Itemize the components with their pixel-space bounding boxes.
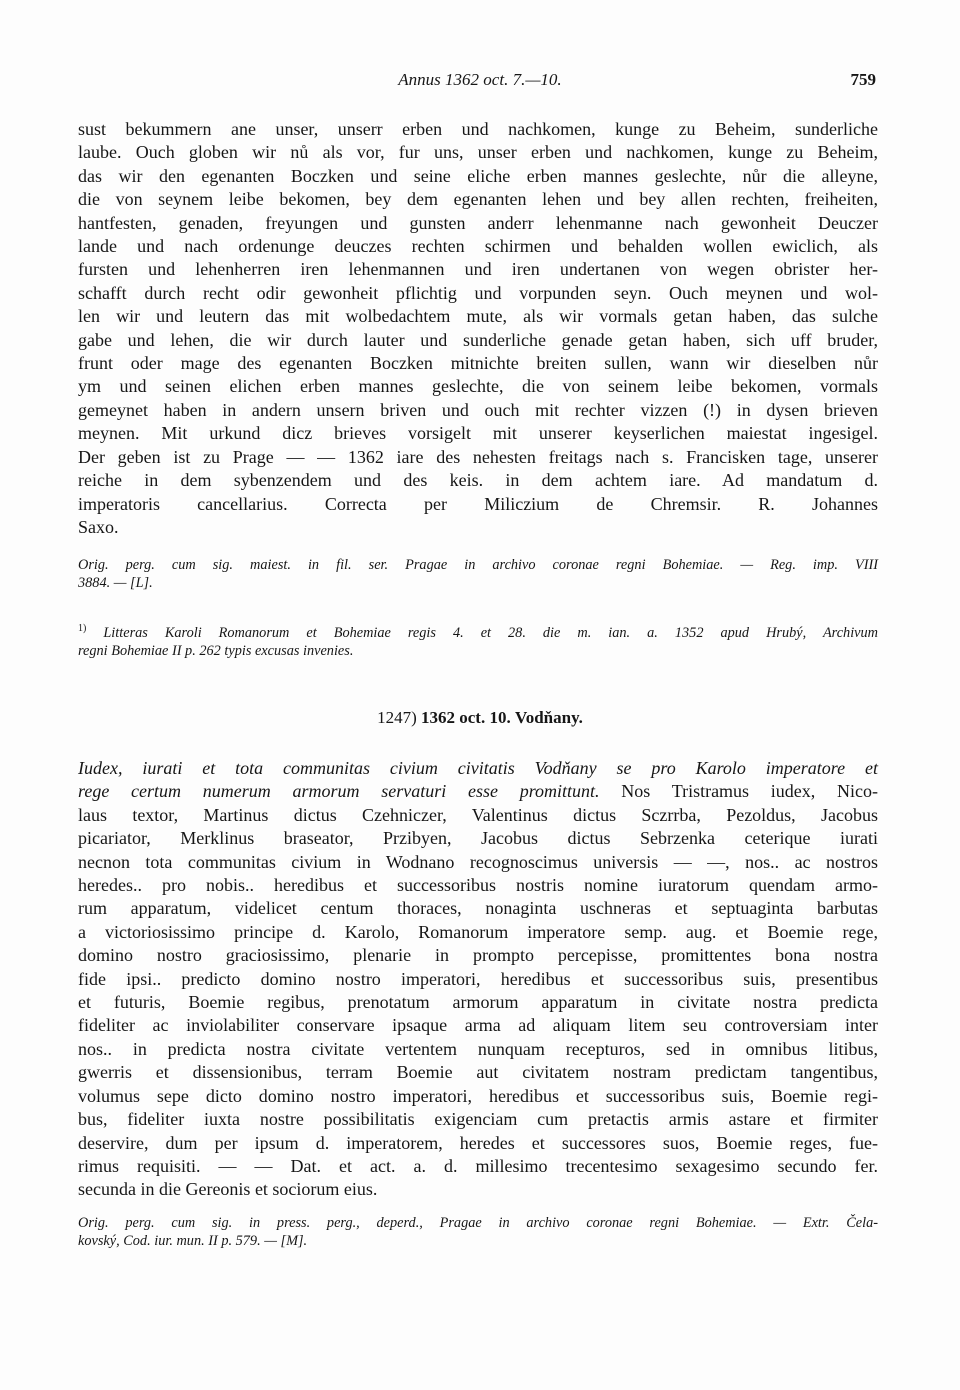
text-line: schafft durch recht odir gewonheit pflichtig und vorpunden seyn. Ouch meynen und wol- [78,282,878,303]
text-line: rimus requisiti. — — Dat. et act. a. d. millesimo trecentesimo sexagesimo secundo fer. [78,1155,878,1176]
text-line: Saxo. [78,516,119,537]
footnote [78,620,878,660]
source-line: Orig. perg. cum sig. in press. perg., deperd., Pragae in archivo coronae regni Bohemiae. — Extr. Čela- [78,1215,878,1231]
text-line: et futuris, Boemie regibus, prenotatum armorum apparatum in civitate nostra predicta [78,992,878,1013]
text-line: das wir den egenanten Boczken und seine eliche erben mannes geslechte, nůr die alleyne, [78,165,878,186]
text-line: fide ipsi.. predicto domino nostro imperatori, heredibus et successoribus suis, presentibus [78,968,878,989]
charter-text-continued [78,118,878,539]
document-date: 1362 oct. 10. [421,708,511,727]
text-line: domino nostro graciosissimo, plenarie in prompto percepisse, promittentes bona nostra [78,945,878,966]
text-line: nos.. in predicta nostra civitate vertentem nunquam recepturos, sed in omnibus litibus, [78,1038,878,1059]
text-line: laus textor, Martinus dictus Czehniczer, Valentinus dictus Sczrrba, Pezoldus, Jacobus [78,804,878,825]
footnote-line: regni Bohemiae II p. 262 typis excusas invenies. [78,642,354,659]
text-line: bus, fideliter iuxta nostre possibilitatis exigenciam cum pretactis armis astare et firmiter [78,1109,878,1130]
page-number: 759 [850,70,876,89]
text-line: necnon tota communitas civium in Wodnano recognoscimus universis — —, nos.. ac nostros [78,851,878,872]
text-line: fideliter ac inviolabiliter conservare ipsaque arma ad aliquam litem seu controversiam inter [78,1015,878,1036]
text-line: deservire, dum per ipsum d. imperatorem, heredes et successores suos, Boemie reges, fue- [78,1132,878,1153]
text-line: gemeynet haben in andern unsern briven und ouch mit rechter vizzen (!) in dysen brieven [78,399,878,420]
text-start: Nos Tristramus iudex, Nico- [621,781,879,802]
text-line: sust bekummern ane unser, unserr erben und nachkomen, kunge zu Beheim, sunderliche [78,119,878,139]
text-line: len wir und leutern das mit wolbedachtem mute, als wir vormals getan haben, das sulche [78,306,878,327]
text-line: heredes.. pro nobis.. heredibus et successoribus nostris nomine iuratorum quendam armo- [78,875,878,896]
text-line [78,780,878,803]
text-line: gabe und lehen, die wir durch lauter und sunderliche genade getan haben, sich uff bruder, [78,329,878,350]
text-line: fursten und lehenherren iren lehenmannen und iren undertanen von wegen obrister her- [78,259,878,280]
footnote-line [78,620,878,642]
text-line: imperatoris cancellarius. Correcta per Miliczium de Chremsir. R. Johannes [78,493,878,514]
source-note-1 [78,556,878,592]
charter-text [78,757,878,1202]
text-line: rum apparatum, videlicet centum thoraces, nonaginta uschneras et septuaginta barbutas [78,898,878,919]
text-line: hantfesten, genaden, freyungen und gunsten anderr lehenmanne nach gewonheit Deuczer [78,212,878,233]
running-header [0,70,960,96]
summary-text: rege certum numerum armorum servaturi esse promittunt. [78,781,600,802]
source-line: kovský, Cod. iur. mun. II p. 579. — [M]. [78,1233,308,1249]
summary-line: Iudex, iurati et tota communitas civium civitatis Vodňany se pro Karolo imperatore et [78,758,878,778]
source-line: Orig. perg. cum sig. maiest. in fil. ser. Pragae in archivo coronae regni Bohemiae. — Reg. imp. VIII [78,557,878,573]
text-line: secunda in die Gereonis et sociorum eius. [78,1179,378,1200]
text-line: gwerris et dissensionibus, terram Boemie aut civitatem nostram predictam tangentibus, [78,1062,878,1083]
text-line: reiche in dem sybenzendem und des keis. in dem achtem iare. Ad mandatum d. [78,470,878,491]
document-number: 1247) [377,708,417,727]
text-line: laube. Ouch globen wir nů als vor, fur uns, unser erben und nachkomen, kunge zu Beheim, [78,142,878,163]
text-line: meynen. Mit urkund dicz brieves vorsigelt mit unserer keyserlichen maiestat ingesigel. [78,423,878,444]
text-line: volumus sepe dicto domino nostro imperatori, heredibus et successoribus suis, Boemie regi- [78,1085,878,1106]
text-line: a victoriosissimo principe d. Karolo, Romanorum imperatore semp. aug. et Boemie rege, [78,921,878,942]
text-line: picariator, Merklinus braseator, Przibyen, Jacobus dictus Sebrzenka ceterique iurati [78,828,878,849]
source-note-2 [78,1214,878,1250]
text-line: frunt oder mage des egenanten Boczken mitnichte breiten sullen, wann wir dieselben nůr [78,353,878,374]
footnote-text: Litteras Karoli Romanorum et Bohemiae regis 4. et 28. die m. ian. a. 1352 apud Hrubý, Archivum [103,624,878,641]
text-line: die von seynem leibe bekomen, bey dem egenanten lehen und bey allen rechten, freiheiten, [78,189,878,210]
text-line: Der geben ist zu Prage — — 1362 iare des nehesten freitags nach s. Francisken tage, unserer [78,446,878,467]
footnote-marker: 1) [78,623,87,634]
text-line: lande und nach ordenunge deuczes rechten schirmen und behalden wollen ewiclich, als [78,236,878,257]
document-place: Vodňany. [514,708,583,727]
running-title: Annus 1362 oct. 7.—10. [398,70,562,89]
text-line: ym und seinen elichen erben mannes geslechte, die von seinem leibe bekomen, vormals [78,376,878,397]
source-line: 3884. — [L]. [78,575,153,591]
document-heading [0,708,960,728]
